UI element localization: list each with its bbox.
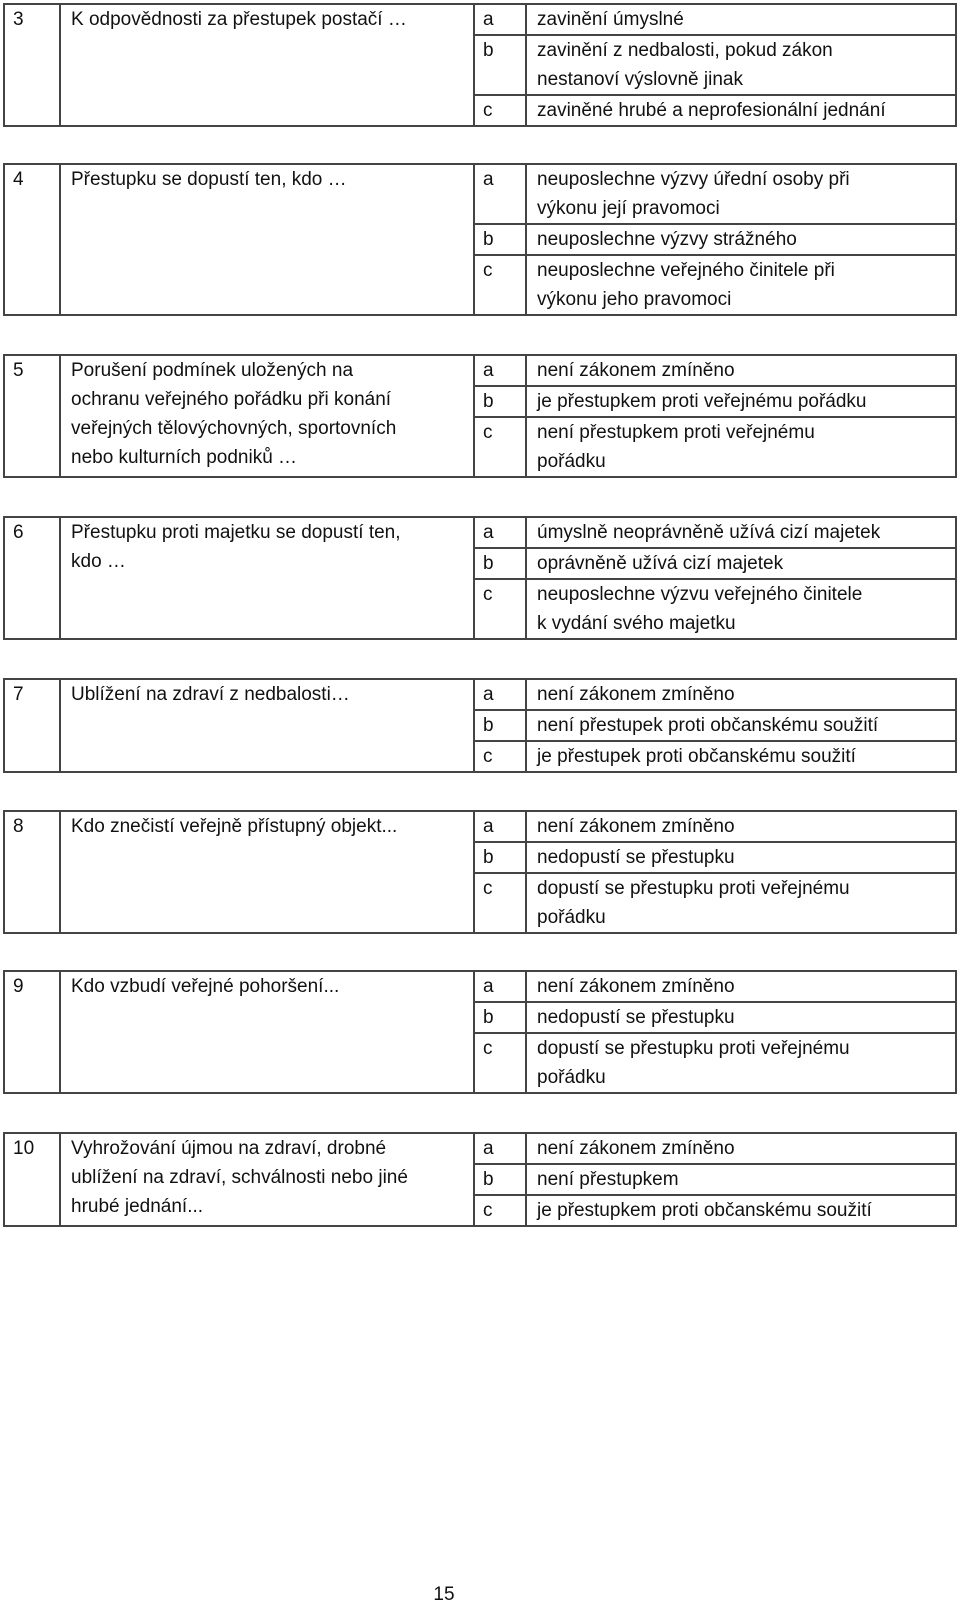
answer-text: dopustí se přestupku proti veřejnému pořádku bbox=[526, 873, 956, 933]
question-table-5 bbox=[3, 354, 957, 478]
answer-text: neuposlechne výzvu veřejného činitele k vydání svého majetku bbox=[526, 579, 956, 639]
question-table-9 bbox=[3, 970, 957, 1094]
answer-text: úmyslně neoprávněně užívá cizí majetek bbox=[526, 517, 956, 548]
answer-text: není přestupek proti občanskému soužití bbox=[526, 710, 956, 741]
answer-text: oprávněně užívá cizí majetek bbox=[526, 548, 956, 579]
answer-letter: a bbox=[474, 971, 526, 1002]
question-number: 3 bbox=[4, 4, 60, 126]
answer-text: neuposlechne výzvy strážného bbox=[526, 224, 956, 255]
question-number: 5 bbox=[4, 355, 60, 477]
answer-letter: b bbox=[474, 548, 526, 579]
answer-text: je přestupkem proti veřejnému pořádku bbox=[526, 386, 956, 417]
answer-text: není zákonem zmíněno bbox=[526, 811, 956, 842]
question-text: Kdo znečistí veřejně přístupný objekt... bbox=[60, 811, 474, 933]
question-text: Přestupku se dopustí ten, kdo … bbox=[60, 164, 474, 315]
answer-letter: b bbox=[474, 35, 526, 95]
answer-letter: c bbox=[474, 873, 526, 933]
answer-letter: a bbox=[474, 517, 526, 548]
question-table-10 bbox=[3, 1132, 957, 1227]
answer-text: dopustí se přestupku proti veřejnému pořádku bbox=[526, 1033, 956, 1093]
answer-letter: c bbox=[474, 1195, 526, 1226]
answer-text: nedopustí se přestupku bbox=[526, 1002, 956, 1033]
answer-letter: a bbox=[474, 1133, 526, 1164]
answer-letter: b bbox=[474, 1164, 526, 1195]
answer-text: zaviněné hrubé a neprofesionální jednání bbox=[526, 95, 956, 126]
answer-letter: a bbox=[474, 4, 526, 35]
answer-text: není přestupkem proti veřejnému pořádku bbox=[526, 417, 956, 477]
answer-letter: c bbox=[474, 579, 526, 639]
question-number: 10 bbox=[4, 1133, 60, 1226]
question-text: K odpovědnosti za přestupek postačí … bbox=[60, 4, 474, 126]
answer-letter: a bbox=[474, 164, 526, 224]
question-number: 6 bbox=[4, 517, 60, 639]
answer-letter: b bbox=[474, 224, 526, 255]
answer-text: zavinění úmyslné bbox=[526, 4, 956, 35]
answer-text: není zákonem zmíněno bbox=[526, 679, 956, 710]
question-table-3 bbox=[3, 3, 957, 127]
question-text: Přestupku proti majetku se dopustí ten, kdo … bbox=[60, 517, 474, 639]
answer-row bbox=[4, 4, 956, 35]
answer-text: nedopustí se přestupku bbox=[526, 842, 956, 873]
answer-letter: a bbox=[474, 679, 526, 710]
question-table-4 bbox=[3, 163, 957, 316]
answer-text: není zákonem zmíněno bbox=[526, 971, 956, 1002]
answer-letter: c bbox=[474, 95, 526, 126]
question-number: 7 bbox=[4, 679, 60, 772]
answer-letter: c bbox=[474, 417, 526, 477]
answer-text: je přestupek proti občanskému soužití bbox=[526, 741, 956, 772]
answer-row bbox=[4, 164, 956, 224]
question-text: Kdo vzbudí veřejné pohoršení... bbox=[60, 971, 474, 1093]
answer-letter: a bbox=[474, 355, 526, 386]
question-text: Vyhrožování újmou na zdraví, drobné ublížení na zdraví, schválnosti nebo jiné hrubé jednání... bbox=[60, 1133, 474, 1226]
answer-letter: b bbox=[474, 710, 526, 741]
answer-letter: c bbox=[474, 1033, 526, 1093]
answer-row bbox=[4, 517, 956, 548]
answer-row bbox=[4, 811, 956, 842]
answer-letter: b bbox=[474, 386, 526, 417]
answer-text: není přestupkem bbox=[526, 1164, 956, 1195]
question-table-7 bbox=[3, 678, 957, 773]
question-number: 4 bbox=[4, 164, 60, 315]
answer-text: je přestupkem proti občanskému soužití bbox=[526, 1195, 956, 1226]
answer-row bbox=[4, 679, 956, 710]
question-number: 9 bbox=[4, 971, 60, 1093]
answer-text: zavinění z nedbalosti, pokud zákon nestanoví výslovně jinak bbox=[526, 35, 956, 95]
answer-letter: c bbox=[474, 255, 526, 315]
answer-letter: c bbox=[474, 741, 526, 772]
question-text: Porušení podmínek uložených na ochranu veřejného pořádku při konání veřejných tělovýchovných, sportovních nebo kulturních podniků … bbox=[60, 355, 474, 477]
answer-letter: b bbox=[474, 1002, 526, 1033]
answer-letter: a bbox=[474, 811, 526, 842]
answer-row bbox=[4, 1133, 956, 1164]
answer-text: neuposlechne veřejného činitele při výkonu jeho pravomoci bbox=[526, 255, 956, 315]
answer-letter: b bbox=[474, 842, 526, 873]
answer-row bbox=[4, 355, 956, 386]
question-table-6 bbox=[3, 516, 957, 640]
answer-text: není zákonem zmíněno bbox=[526, 1133, 956, 1164]
page-number: 15 bbox=[433, 1584, 455, 1605]
question-table-8 bbox=[3, 810, 957, 934]
question-text: Ublížení na zdraví z nedbalosti… bbox=[60, 679, 474, 772]
answer-text: není zákonem zmíněno bbox=[526, 355, 956, 386]
answer-row bbox=[4, 971, 956, 1002]
question-number: 8 bbox=[4, 811, 60, 933]
answer-text: neuposlechne výzvy úřední osoby při výkonu její pravomoci bbox=[526, 164, 956, 224]
